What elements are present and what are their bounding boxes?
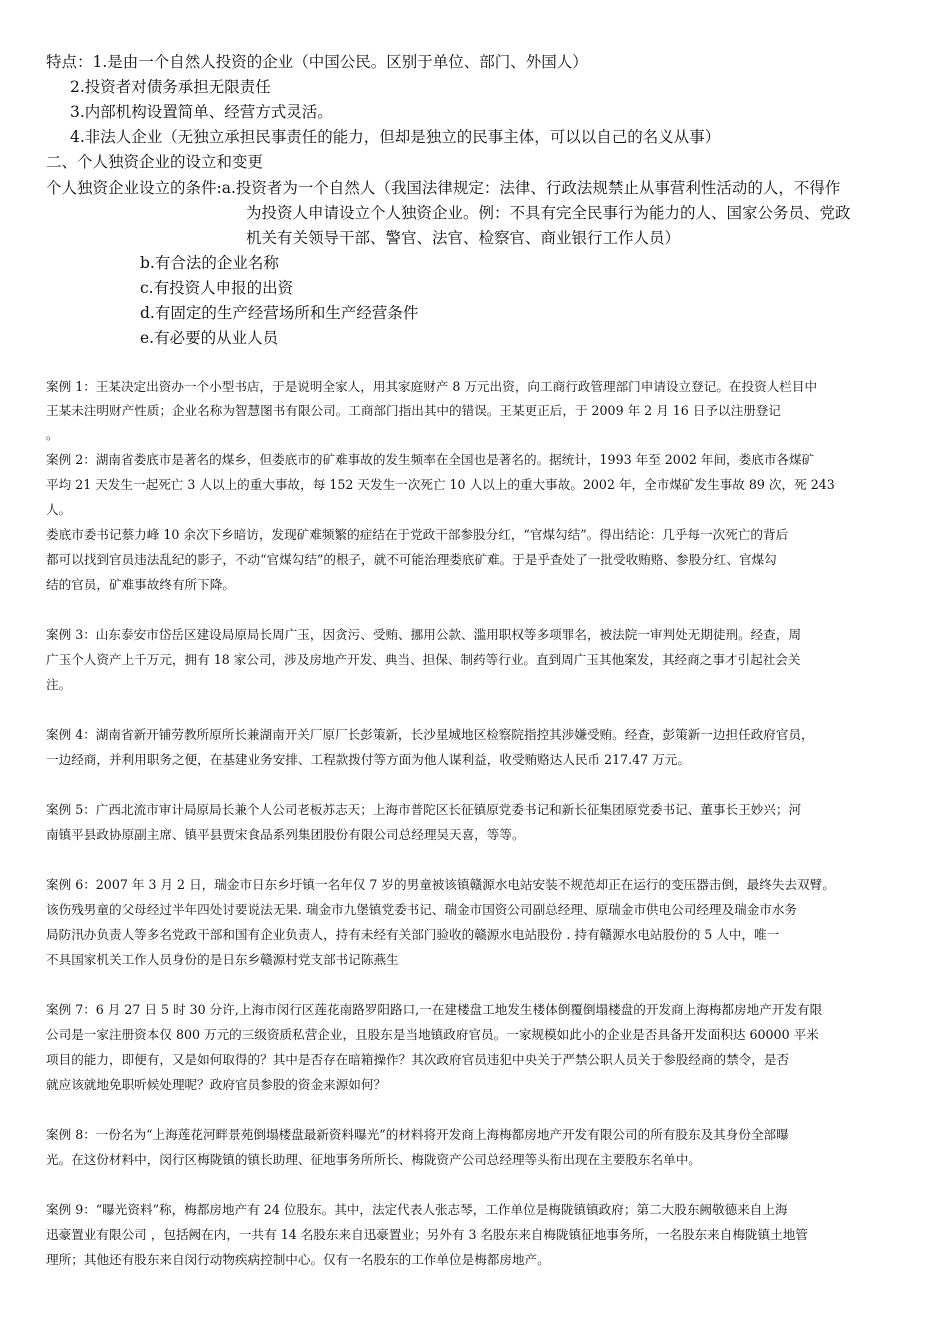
case-3-line-1: 案例 3：山东泰安市岱岳区建设局原局长周广玉，因贪污、受贿、挪用公款、滥用职权等多项罪名，被法院一审判处无期徒刑。经查，周 bbox=[46, 627, 802, 642]
case-3-line-3: 注。 bbox=[46, 677, 72, 692]
case-4-line-1: 案例 4：湖南省新开铺劳教所原所长兼湖南开关厂原厂长彭策新，长沙星城地区检察院指控其涉嫌受贿。经查，彭策新一边担任政府官员， bbox=[46, 727, 814, 742]
case-4-line-2: 一边经商，并利用职务之便，在基建业务安排、工程款拨付等方面为他人谋利益，收受贿赂达人民币 217.47 万元。 bbox=[46, 752, 690, 767]
case-6-line-1: 案例 6：2007 年 3 月 2 日，瑞金市日东乡圩镇一名年仅 7 岁的男童被该镇赣源水电站安装不规范却正在运行的变压器击倒，最终失去双臂。 bbox=[46, 877, 835, 892]
case-1-line-1: 案例 1：王某决定出资办一个小型书店，于是说明全家人，用其家庭财产 8 万元出资，向工商行政管理部门申请设立登记。在投资人栏目中 bbox=[46, 379, 818, 394]
case-5-line-1: 案例 5：广西北流市审计局原局长兼个人公司老板苏志天；上海市普陀区长征镇原党委书记和新长征集团原党委书记、董事长王妙兴；河 bbox=[46, 802, 802, 817]
case-5-line-2: 南镇平县政协原副主席、镇平县贾宋食品系列集团股份有限公司总经理吴天喜，等等。 bbox=[46, 827, 525, 842]
case-8-line-1: 案例 8：一份名为“上海莲花河畔景苑倒塌楼盘最新资料曝光”的材料将开发商上海梅都房地产开发有限公司的所有股东及其身份全部曝 bbox=[46, 1127, 789, 1142]
case-8-line-2: 光。在这份材料中，闵行区梅陇镇的镇长助理、征地事务所所长、梅陇资产公司总经理等头衔出现在主要股东名单中。 bbox=[46, 1152, 701, 1167]
case-2-line-3: 人。 bbox=[46, 502, 72, 517]
section-heading: 二、个人独资企业的设立和变更 bbox=[46, 153, 264, 171]
condition-item-d: d.有固定的生产经营场所和生产经营条件 bbox=[140, 304, 419, 322]
case-2-line-2: 平均 21 天发生一起死亡 3 人以上的重大事故，每 152 天发生一次死亡 10 人以上的重大事故。2002 年，全市煤矿发生事故 89 次，死 243 bbox=[46, 477, 835, 492]
case-6-line-3: 局防汛办负责人等多名党政干部和国有企业负责人，持有未经有关部门验收的赣源水电站股份 . 持有赣源水电站股份的 5 人中，唯一 bbox=[46, 927, 780, 942]
feature-line-4: 4.非法人企业（无独立承担民事责任的能力，但却是独立的民事主体，可以以自己的名义从事） bbox=[70, 128, 721, 146]
case-7-line-4: 就应该就地免职听候处理呢？政府官员参股的资金来源如何？ bbox=[46, 1077, 387, 1092]
case-3-line-2: 广玉个人资产上千万元，拥有 18 家公司，涉及房地产开发、典当、担保、制药等行业。直到周广玉其他案发，其经商之事才引起社会关 bbox=[46, 652, 801, 667]
condition-item-b: b.有合法的企业名称 bbox=[140, 254, 279, 272]
case-6-line-4: 不具国家机关工作人员身份的是日东乡赣源村党支部书记陈燕生 bbox=[46, 952, 399, 967]
case-2-line-6: 结的官员，矿难事故终有所下降。 bbox=[46, 577, 235, 592]
case-2-line-4: 娄底市委书记蔡力峰 10 余次下乡暗访，发现矿难频繁的症结在于党政干部参股分红，“官煤勾结”。得出结论：几乎每一次死亡的背后 bbox=[46, 527, 789, 542]
case-2-line-5: 都可以找到官员违法乱纪的影子，不动“官煤勾结”的根子，就不可能治理娄底矿难。于是乎查处了一批受收贿赂、参股分红、官煤勾 bbox=[46, 552, 777, 567]
condition-line-3: 机关有关领导干部、警官、法官、检察官、商业银行工作人员） bbox=[246, 229, 681, 247]
case-1-line-3: 。 bbox=[46, 427, 59, 442]
condition-line-2: 为投资人申请设立个人独资企业。例：不具有完全民事行为能力的人、国家公务员、党政 bbox=[246, 204, 851, 222]
feature-line-2: 2.投资者对债务承担无限责任 bbox=[70, 78, 271, 96]
case-2-line-1: 案例 2：湖南省娄底市是著名的煤乡，但娄底市的矿难事故的发生频率在全国也是著名的。据统计，1993 年至 2002 年间，娄底市各煤矿 bbox=[46, 452, 815, 467]
condition-line-1: 个人独资企业设立的条件:a.投资者为一个自然人（我国法律规定：法律、行政法规禁止从事营利性活动的人，不得作 bbox=[46, 179, 841, 197]
condition-item-c: c.有投资人申报的出资 bbox=[140, 279, 294, 297]
feature-line-3: 3.内部机构设置简单、经营方式灵活。 bbox=[70, 103, 333, 121]
case-6-line-2: 该伤残男童的父母经过半年四处讨要说法无果. 瑞金市九堡镇党委书记、瑞金市国资公司副总经理、原瑞金市供电公司经理及瑞金市水务 bbox=[46, 902, 798, 917]
feature-line-1: 特点：1.是由一个自然人投资的企业（中国公民。区别于单位、部门、外国人） bbox=[46, 53, 588, 71]
case-1-line-2: 王某未注明财产性质；企业名称为智慧图书有限公司。工商部门指出其中的错误。王某更正后，于 2009 年 2 月 16 日予以注册登记 bbox=[46, 403, 781, 418]
case-7-line-3: 项目的能力，即便有，又是如何取得的？其中是否存在暗箱操作？其次政府官员违犯中央关于严禁公职人员关于参股经商的禁令，是否 bbox=[46, 1052, 790, 1067]
condition-item-e: e.有必要的从业人员 bbox=[140, 329, 279, 347]
case-7-line-2: 公司是一家注册资本仅 800 万元的三级资质私营企业，且股东是当地镇政府官员。一家规模如此小的企业是否具备开发面积达 60000 平米 bbox=[46, 1027, 819, 1042]
case-7-line-1: 案例 7：6 月 27 日 5 时 30 分许,上海市闵行区莲花南路罗阳路口,一在建楼盘工地发生楼体倒覆倒塌楼盘的开发商上海梅都房地产开发有限 bbox=[46, 1002, 823, 1017]
case-9-line-1: 案例 9：“曝光资料”称，梅都房地产有 24 位股东。其中，法定代表人张志琴，工作单位是梅陇镇镇政府；第二大股东阙敬德来自上海 bbox=[46, 1202, 788, 1217]
case-9-line-3: 理所；其他还有股东来自闵行动物疾病控制中心。仅有一名股东的工作单位是梅都房地产。 bbox=[46, 1252, 550, 1267]
case-9-line-2: 迅豪置业有限公司 ，包括阙在内，一共有 14 名股东来自迅豪置业；另外有 3 名股东来自梅陇镇征地事务所，一名股东来自梅陇镇土地管 bbox=[46, 1227, 808, 1242]
